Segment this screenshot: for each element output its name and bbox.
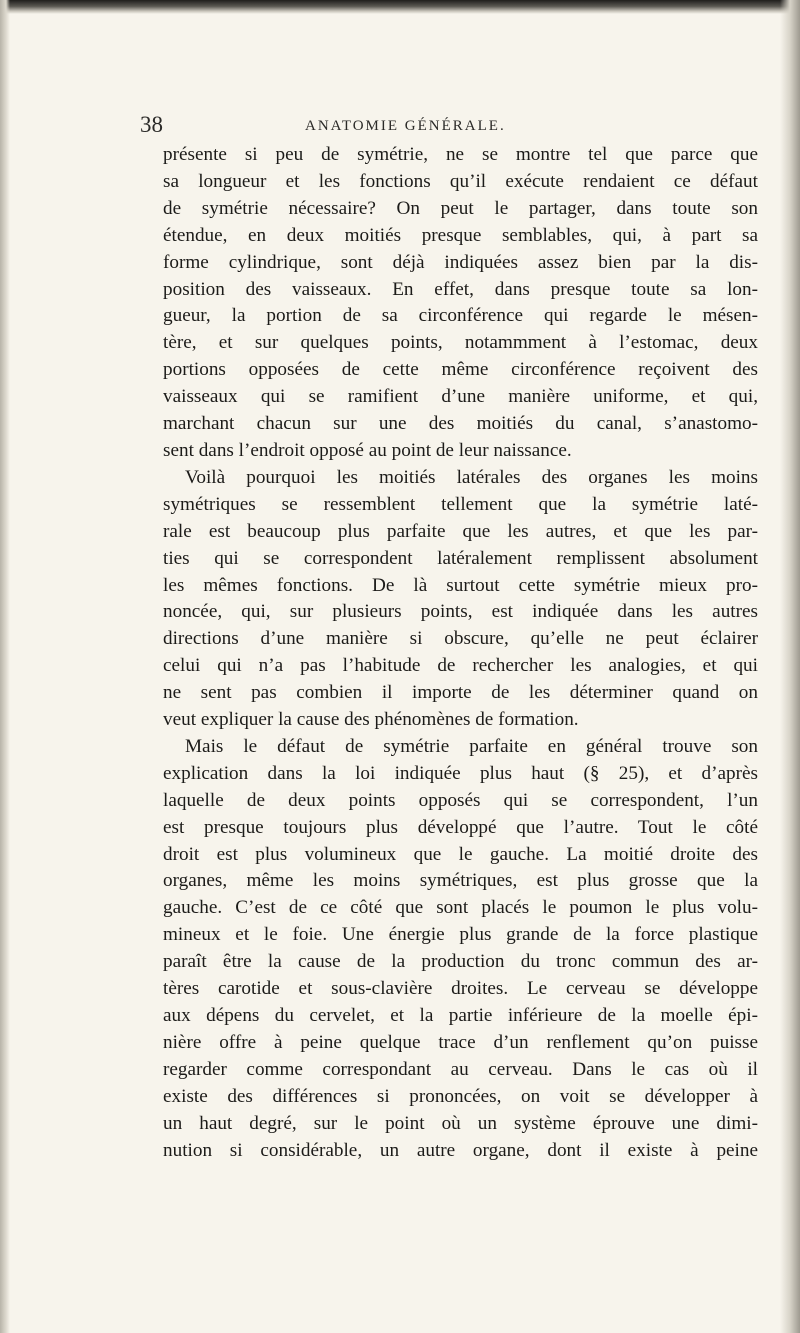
text-line: vaisseaux qui se ramifient d’une manière uniforme, et qui, bbox=[163, 386, 758, 408]
page-right-edge bbox=[780, 0, 800, 1333]
text-line: position des vaisseaux. En effet, dans presque toute sa lon- bbox=[163, 278, 758, 300]
text-line: gauche. C’est de ce côté que sont placés le poumon le plus volu- bbox=[163, 897, 758, 919]
text-line: existe des différences si prononcées, on voit se développer à bbox=[163, 1085, 758, 1107]
text-line: sent dans l’endroit opposé au point de leur naissance. bbox=[163, 439, 572, 461]
text-line: étendue, en deux moitiés presque semblables, qui, à part sa bbox=[163, 224, 758, 246]
text-line: Mais le défaut de symétrie parfaite en général trouve son bbox=[185, 735, 758, 757]
text-line: les mêmes fonctions. De là surtout cette symétrie mieux pro- bbox=[163, 574, 758, 596]
text-line: présente si peu de symétrie, ne se montre tel que parce que bbox=[163, 144, 758, 165]
text-line: aux dépens du cervelet, et la partie inférieure de la moelle épi- bbox=[163, 1005, 758, 1026]
text-line: sa longueur et les fonctions qu’il exécute rendaient ce défaut bbox=[163, 170, 758, 192]
text-line: noncée, qui, sur plusieurs points, est indiquée dans les autres bbox=[163, 601, 758, 623]
page-top-shadow bbox=[0, 0, 800, 14]
text-line: nière offre à peine quelque trace d’un renflement qu’on puisse bbox=[163, 1031, 758, 1053]
text-line: de symétrie nécessaire? On peut le partager, dans toute son bbox=[163, 197, 758, 219]
text-line: gueur, la portion de sa circonférence qui regarde le mésen- bbox=[163, 305, 758, 327]
text-line: est presque toujours plus développé que l’autre. Tout le côté bbox=[163, 816, 758, 838]
text-line: rale est beaucoup plus parfaite que les autres, et que les par- bbox=[163, 520, 758, 542]
text-line: laquelle de deux points opposés qui se correspondent, l’un bbox=[163, 789, 758, 811]
text-line: ties qui se correspondent latéralement remplissent absolument bbox=[163, 547, 758, 569]
body-text bbox=[163, 142, 758, 1164]
text-line: symétriques se ressemblent tellement que la symétrie laté- bbox=[163, 493, 758, 515]
text-line: nution si considérable, un autre organe, dont il existe à peine bbox=[163, 1139, 758, 1161]
text-line: marchant chacun sur une des moitiés du canal, s’anastomo- bbox=[163, 413, 758, 435]
text-line: paraît être la cause de la production du tronc commun des ar- bbox=[163, 951, 758, 973]
text-line: droit est plus volumineux que le gauche. La moitié droite des bbox=[163, 843, 758, 865]
text-line: tère, et sur quelques points, notammment à l’estomac, deux bbox=[163, 332, 758, 354]
text-line: Voilà pourquoi les moitiés latérales des organes les moins bbox=[185, 466, 758, 488]
running-head: ANATOMIE GÉNÉRALE. bbox=[305, 118, 506, 134]
text-line: forme cylindrique, sont déjà indiquées assez bien par la dis- bbox=[163, 251, 758, 273]
page-number: 38 bbox=[140, 112, 163, 137]
text-line: explication dans la loi indiquée plus haut (§ 25), et d’après bbox=[163, 762, 758, 784]
text-line: regarder comme correspondant au cerveau. Dans le cas où il bbox=[163, 1058, 758, 1080]
text-line: tères carotide et sous-clavière droites. Le cerveau se développe bbox=[163, 978, 758, 1000]
text-line: directions d’une manière si obscure, qu’elle ne peut éclairer bbox=[163, 628, 758, 650]
page-left-edge bbox=[0, 0, 10, 1333]
text-line: ne sent pas combien il importe de les déterminer quand on bbox=[163, 682, 758, 704]
text-line: portions opposées de cette même circonférence reçoivent des bbox=[163, 359, 758, 381]
text-line: organes, même les moins symétriques, est plus grosse que la bbox=[163, 870, 758, 892]
text-line: mineux et le foie. Une énergie plus grande de la force plastique bbox=[163, 924, 758, 946]
text-line: celui qui n’a pas l’habitude de rechercher les analogies, et qui bbox=[163, 655, 758, 677]
text-line: un haut degré, sur le point où un système éprouve une dimi- bbox=[163, 1112, 758, 1134]
text-line: veut expliquer la cause des phénomènes de formation. bbox=[163, 709, 579, 731]
